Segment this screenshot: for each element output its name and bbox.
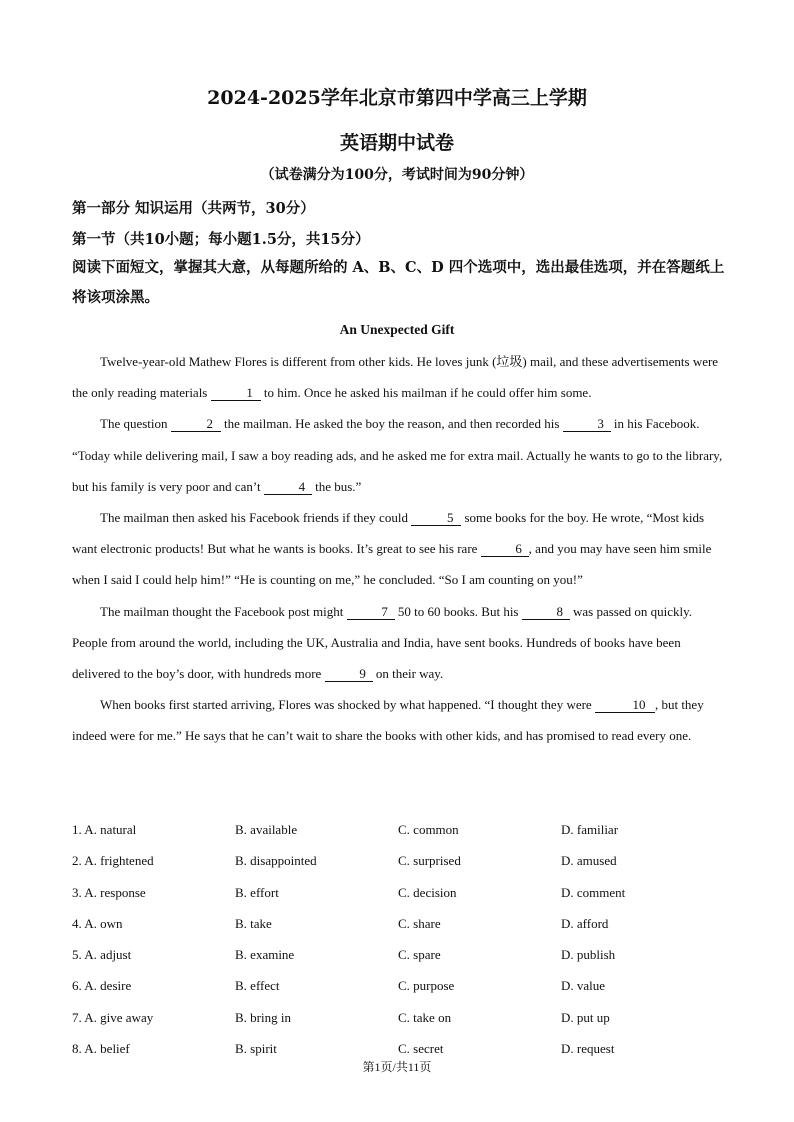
text: The question [100,416,171,432]
text: The mailman thought the Facebook post might [100,603,347,619]
text: was passed on quickly. People from around the world, including the UK, Australia and India, have sent books. Hundreds of books have been delivered to the boy’s door, with hundreds more [72,603,693,682]
option-a: 1. A. natural [72,822,137,837]
option-c: C. share [398,915,441,931]
option-d: D. amused [561,853,617,869]
option-c: C. secret [398,1041,444,1057]
passage-body [72,346,726,752]
blank-1: 1 [211,386,261,401]
exam-title-line1: 2024-2025学年北京市第四中学高三上学期 [207,87,587,109]
section-heading: 第一节（共10小题；每小题1.5分，共15分） [72,231,370,248]
option-c: C. purpose [398,978,455,994]
blank-8: 8 [522,605,570,620]
options-row-5 [72,939,732,970]
text: some books for the boy. He wrote, “Most kids want electronic products! But what he wants is books. It’s great to see his rare [72,510,705,557]
text: 50 to 60 books. But his [394,603,522,619]
paragraph-4 [72,596,726,690]
exam-subtitle: （试卷满分为100分，考试时间为90分钟） [260,167,534,183]
option-c: C. spare [398,947,441,963]
text: to him. Once he asked his mailman if he could offer him some. [260,385,592,401]
text: the mailman. He asked the boy the reason, and then recorded his [220,416,563,432]
options-row-6 [72,970,732,1001]
blank-5: 5 [411,511,461,526]
options-row-7 [72,1002,732,1033]
option-b: B. effort [235,884,279,900]
options-row-1 [72,814,732,845]
paragraph-3 [72,502,726,596]
option-c: C. common [398,822,459,837]
page-number: 第1页/共11页 [362,1060,432,1074]
text: , and you may have seen him smile when I said I could help him!” “He is counting on me,” he concluded. “So I am counting on you!” [72,541,712,588]
text: , but they indeed were for me.” He says that he can’t wait to share the books with other kids, and has promised to read every one. [72,697,704,744]
option-a: 7. A. give away [72,1009,154,1025]
option-b: B. bring in [235,1009,291,1025]
blank-6: 6 [481,542,529,557]
option-a: 8. A. belief [72,1041,130,1057]
option-b: B. available [235,822,298,837]
text: in his Facebook. “Today while delivering mail, I saw a boy reading ads, and he asked me for extra mail. Actually he wants to go to the library, but his family is very poor and can’t [72,416,723,494]
option-d: D. put up [561,1009,610,1025]
blank-3: 3 [563,417,611,432]
option-d: D. publish [561,947,616,963]
text: The mailman then asked his Facebook friends if they could [100,510,412,526]
blank-2: 2 [171,417,221,432]
text: Twelve-year-old Mathew Flores is different from other kids. He loves junk (垃圾) mail, and these advertisements were the only reading materials [72,354,719,401]
option-b: B. take [235,915,272,931]
option-a: 3. A. response [72,884,146,900]
option-b: B. spirit [235,1041,277,1057]
option-a: 4. A. own [72,915,123,931]
blank-9: 9 [325,667,373,682]
option-b: B. effect [235,978,280,994]
blank-10: 10 [595,698,655,713]
exam-title-line2: 英语期中试卷 [339,132,454,154]
blank-7: 7 [347,605,395,620]
option-a: 2. A. frightened [72,853,154,869]
option-d: D. request [561,1041,615,1057]
option-c: C. decision [398,884,457,900]
paragraph-2 [72,408,726,502]
text: When books first started arriving, Flores was shocked by what happened. “I thought they were [100,697,595,713]
options-row-4 [72,908,732,939]
passage-title: An Unexpected Gift [339,322,455,337]
instructions: 阅读下面短文，掌握其大意，从每题所给的 A、B、C、D 四个选项中，选出最佳选项，并在答题纸上将该项涂黑。 [72,259,725,306]
text: on their way. [372,666,444,682]
paragraph-1 [72,346,726,408]
options-row-2 [72,845,732,876]
option-b: B. examine [235,947,295,963]
paragraph-5 [72,689,726,751]
text: the bus.” [311,478,362,494]
blank-4: 4 [264,480,312,495]
option-a: 6. A. desire [72,978,132,994]
option-d: D. comment [561,884,626,900]
option-d: D. familiar [561,822,619,837]
option-d: D. value [561,978,606,994]
option-c: C. take on [398,1009,452,1025]
option-a: 5. A. adjust [72,947,132,963]
option-d: D. afford [561,915,609,931]
part-heading: 第一部分 知识运用（共两节，30分） [72,200,315,217]
options-row-3 [72,877,732,908]
options-table [72,814,732,1064]
option-c: C. surprised [398,853,461,869]
option-b: B. disappointed [235,853,317,869]
